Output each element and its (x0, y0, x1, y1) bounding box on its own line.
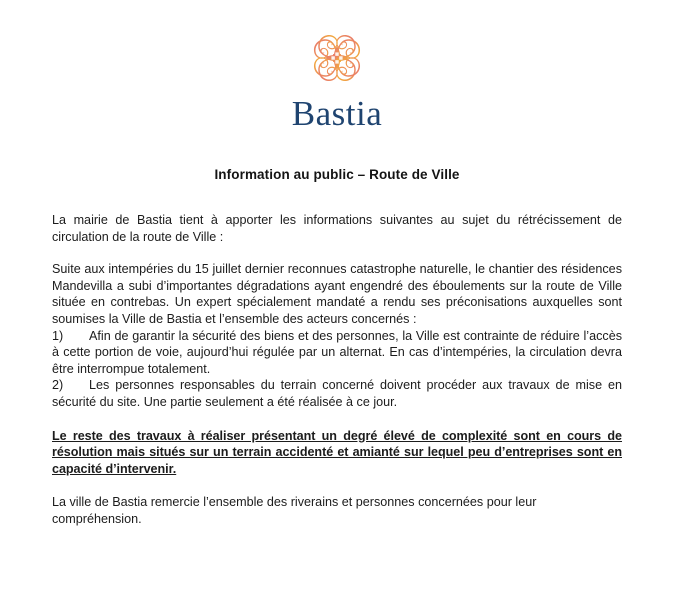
paragraph-context: Suite aux intempéries du 15 juillet dernier reconnues catastrophe naturelle, le chantier des résidences Mandevilla a subi d’importantes dégradations ayant engendré des éboulements sur la route de Ville située en contrebas. Un expert spécialement mandaté a rendu ses préconisations auxquelles sont soumises la Ville de Bastia et l’ensemble des acteurs concernés : (52, 262, 622, 326)
spacer (52, 411, 622, 428)
list-item (52, 377, 622, 410)
logo-block (0, 0, 674, 131)
list-item-number: 2) (52, 378, 64, 393)
list-item (52, 328, 622, 378)
page-title: Information au public – Route de Ville (214, 167, 460, 182)
spacer (52, 245, 622, 261)
list-item-text: Les personnes responsables du terrain concerné doivent procéder aux travaux de mise en sécurité du site. Une partie seulement a été réalisée à ce jour. (52, 378, 622, 409)
paragraph-closing: La ville de Bastia remercie l’ensemble des riverains et personnes concernées pour leur compréhension. (52, 495, 537, 526)
bastia-rosette-emblem-icon (291, 22, 383, 94)
paragraph-emphasis: Le reste des travaux à réaliser présentant un degré élevé de complexité sont en cours de résolution mais situés sur un terrain accidenté et amianté sur lequel peu d’entreprises sont en capacité d’intervenir. (52, 428, 622, 476)
document-body (52, 182, 622, 528)
list-item-text: Afin de garantir la sécurité des biens et des personnes, la Ville est contrainte de réduire l’accès à cette portion de voie, aujourd’hui régulée par un alternat. En cas d’intempéries, la circulation devra être interrompue totalement. (52, 328, 622, 376)
list-item-number: 1) (52, 328, 64, 343)
logo-wordmark: Bastia (291, 94, 383, 133)
spacer (52, 477, 622, 494)
paragraph-intro: La mairie de Bastia tient à apporter les informations suivantes au sujet du rétrécissement de circulation de la route de Ville : (52, 213, 622, 244)
